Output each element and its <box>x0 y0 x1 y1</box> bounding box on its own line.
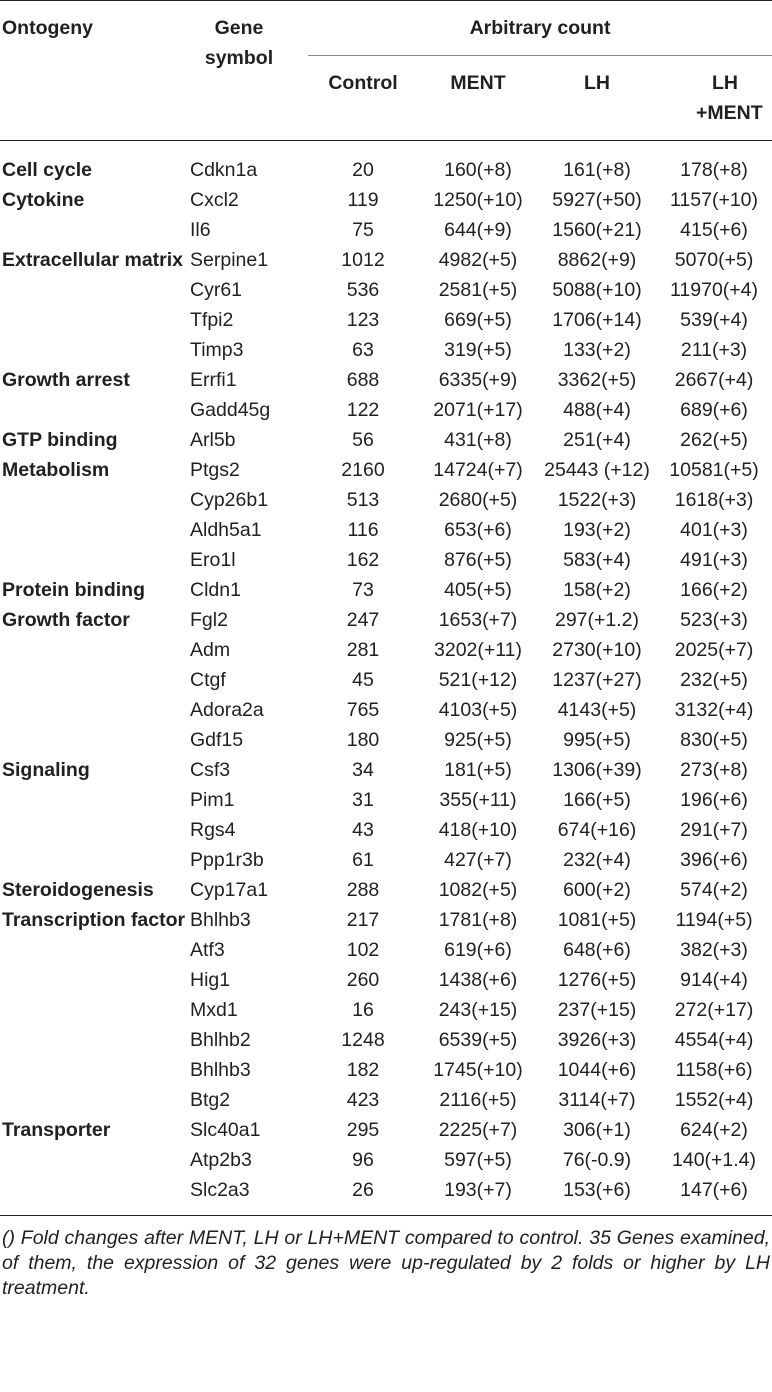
gene-symbol-cell: Ptgs2 <box>190 459 240 481</box>
header-ontogeny: Ontogeny <box>2 17 93 39</box>
lh-ment-cell: 262(+5) <box>680 429 748 451</box>
lh-cell: 674(+16) <box>557 819 637 841</box>
ontogeny-cell <box>0 545 190 575</box>
lh-ment-cell: 211(+3) <box>680 339 748 361</box>
ment-cell: 2116(+5) <box>439 1089 517 1111</box>
header-lh-ment: LH +MENT <box>696 72 763 124</box>
control-cell: 26 <box>352 1179 374 1201</box>
ontogeny-cell <box>0 995 190 1025</box>
lh-cell: 4143(+5) <box>557 699 637 721</box>
ontogeny-cell <box>0 1055 190 1085</box>
table-row <box>0 935 772 965</box>
ontogeny-cell <box>0 1175 190 1216</box>
lh-cell: 161(+8) <box>563 159 631 181</box>
lh-cell: 600(+2) <box>563 879 631 901</box>
lh-ment-cell: 914(+4) <box>680 969 748 991</box>
ment-cell: 1250(+10) <box>433 189 523 211</box>
control-cell: 63 <box>352 339 374 361</box>
ontogeny-cell <box>0 935 190 965</box>
table-row <box>0 635 772 665</box>
ontogeny-cell <box>0 335 190 365</box>
gene-symbol-cell: Ctgf <box>190 669 226 691</box>
control-cell: 217 <box>346 909 380 931</box>
ment-cell: 597(+5) <box>444 1149 512 1171</box>
table-row <box>0 1085 772 1115</box>
header-control: Control <box>328 72 398 94</box>
lh-ment-cell: 1157(+10) <box>670 189 759 211</box>
control-cell: 182 <box>346 1059 380 1081</box>
table-row <box>0 141 772 186</box>
control-cell: 281 <box>346 639 380 661</box>
ontogeny-cell: Growth factor <box>2 609 130 631</box>
lh-cell: 297(+1.2) <box>554 609 640 631</box>
gene-symbol-cell: Ppp1r3b <box>190 849 264 871</box>
lh-cell: 488(+4) <box>563 399 631 421</box>
lh-ment-cell: 5070(+5) <box>674 249 754 271</box>
gene-symbol-cell: Il6 <box>190 219 211 241</box>
ontogeny-cell <box>0 515 190 545</box>
lh-cell: 1044(+6) <box>557 1059 637 1081</box>
ment-cell: 1745(+10) <box>433 1059 523 1081</box>
lh-ment-cell: 140(+1.4) <box>672 1149 757 1171</box>
table-body <box>0 141 772 1216</box>
control-cell: 513 <box>346 489 380 511</box>
lh-cell: 76(-0.9) <box>562 1149 632 1171</box>
lh-cell: 251(+4) <box>563 429 631 451</box>
lh-cell: 648(+6) <box>563 939 631 961</box>
table-row <box>0 965 772 995</box>
lh-cell: 153(+6) <box>563 1179 631 1201</box>
ment-cell: 418(+10) <box>438 819 518 841</box>
ment-cell: 1082(+5) <box>438 879 518 901</box>
gene-symbol-cell: Arl5b <box>190 429 236 451</box>
table-row <box>0 305 772 335</box>
ment-cell: 644(+9) <box>444 219 512 241</box>
gene-symbol-cell: Cdkn1a <box>190 159 258 181</box>
control-cell: 688 <box>346 369 380 391</box>
ment-cell: 243(+15) <box>438 999 518 1021</box>
lh-ment-cell: 382(+3) <box>680 939 748 961</box>
header-gene-symbol: Gene symbol <box>204 17 274 69</box>
lh-cell: 3926(+3) <box>557 1029 637 1051</box>
lh-ment-cell: 624(+2) <box>680 1119 748 1141</box>
gene-symbol-cell: Errfi1 <box>190 369 237 391</box>
table-row <box>0 455 772 485</box>
table-row <box>0 215 772 245</box>
gene-symbol-cell: Fgl2 <box>190 609 228 631</box>
lh-cell: 158(+2) <box>563 579 631 601</box>
ment-cell: 653(+6) <box>444 519 512 541</box>
gene-symbol-cell: Gdf15 <box>190 729 244 751</box>
ontogeny-cell: Cytokine <box>2 189 85 211</box>
lh-ment-cell: 196(+6) <box>680 789 748 811</box>
gene-symbol-cell: Pim1 <box>190 789 235 811</box>
lh-ment-cell: 2025(+7) <box>674 639 754 661</box>
table-row <box>0 1145 772 1175</box>
table-row <box>0 515 772 545</box>
gene-symbol-cell: Btg2 <box>190 1089 231 1111</box>
control-cell: 20 <box>352 159 374 181</box>
lh-cell: 25443 (+12) <box>544 459 650 481</box>
ontogeny-cell: Growth arrest <box>2 369 130 391</box>
ment-cell: 319(+5) <box>444 339 512 361</box>
table-row <box>0 485 772 515</box>
lh-cell: 306(+1) <box>563 1119 631 1141</box>
lh-cell: 1522(+3) <box>557 489 637 511</box>
ontogeny-cell: Steroidogenesis <box>2 879 154 901</box>
ment-cell: 4103(+5) <box>438 699 518 721</box>
lh-cell: 1081(+5) <box>557 909 637 931</box>
table-row <box>0 1055 772 1085</box>
ontogeny-cell: Protein binding <box>2 579 145 601</box>
ment-cell: 1438(+6) <box>438 969 518 991</box>
lh-cell: 166(+5) <box>563 789 631 811</box>
lh-ment-cell: 2667(+4) <box>674 369 754 391</box>
lh-cell: 8862(+9) <box>557 249 637 271</box>
gene-symbol-cell: Slc2a3 <box>190 1179 250 1201</box>
table-row <box>0 275 772 305</box>
gene-symbol-cell: Bhlhb3 <box>190 1059 251 1081</box>
control-cell: 45 <box>352 669 374 691</box>
table-row <box>0 245 772 275</box>
ontogeny-cell: Transcription factor <box>2 909 186 931</box>
lh-ment-cell: 1194(+5) <box>675 909 753 931</box>
control-cell: 43 <box>352 819 374 841</box>
table-row <box>0 605 772 635</box>
gene-symbol-cell: Cldn1 <box>190 579 241 601</box>
control-cell: 123 <box>346 309 380 331</box>
table-row <box>0 335 772 365</box>
lh-ment-cell: 147(+6) <box>680 1179 748 1201</box>
lh-ment-cell: 1552(+4) <box>674 1089 754 1111</box>
lh-ment-cell: 166(+2) <box>680 579 748 601</box>
control-cell: 536 <box>346 279 380 301</box>
gene-symbol-cell: Bhlhb3 <box>190 909 251 931</box>
lh-ment-cell: 574(+2) <box>680 879 748 901</box>
gene-symbol-cell: Cyp26b1 <box>190 489 269 511</box>
control-cell: 16 <box>352 999 374 1021</box>
lh-ment-cell: 178(+8) <box>680 159 748 181</box>
table-row <box>0 545 772 575</box>
ontogeny-cell <box>0 1085 190 1115</box>
control-cell: 423 <box>346 1089 380 1111</box>
ment-cell: 619(+6) <box>444 939 512 961</box>
control-cell: 180 <box>346 729 380 751</box>
lh-cell: 133(+2) <box>563 339 631 361</box>
table-row <box>0 365 772 395</box>
control-cell: 288 <box>346 879 380 901</box>
ment-cell: 405(+5) <box>444 579 512 601</box>
ontogeny-cell: Extracellular matrix <box>2 249 184 271</box>
control-cell: 260 <box>346 969 380 991</box>
table-row <box>0 185 772 215</box>
lh-ment-cell: 272(+17) <box>674 999 754 1021</box>
lh-ment-cell: 491(+3) <box>680 549 748 571</box>
lh-ment-cell: 401(+3) <box>680 519 748 541</box>
table-row <box>0 725 772 755</box>
control-cell: 2160 <box>341 459 385 481</box>
ment-cell: 427(+7) <box>444 849 512 871</box>
gene-symbol-cell: Serpine1 <box>190 249 269 271</box>
lh-cell: 2730(+10) <box>552 639 642 661</box>
table-row <box>0 785 772 815</box>
ontogeny-cell: Metabolism <box>2 459 110 481</box>
lh-ment-cell: 1618(+3) <box>674 489 754 511</box>
gene-symbol-cell: Ero1l <box>190 549 236 571</box>
gene-symbol-cell: Csf3 <box>190 759 231 781</box>
ment-cell: 431(+8) <box>444 429 512 451</box>
ment-cell: 6335(+9) <box>438 369 518 391</box>
lh-cell: 1276(+5) <box>557 969 637 991</box>
ontogeny-cell <box>0 725 190 755</box>
ment-cell: 6539(+5) <box>438 1029 518 1051</box>
control-cell: 162 <box>346 549 380 571</box>
ontogeny-cell <box>0 845 190 875</box>
ment-cell: 1653(+7) <box>438 609 518 631</box>
ment-cell: 2680(+5) <box>438 489 518 511</box>
gene-symbol-cell: Cxcl2 <box>190 189 239 211</box>
ment-cell: 3202(+11) <box>434 639 522 661</box>
gene-symbol-cell: Atf3 <box>190 939 225 961</box>
gene-symbol-cell: Atp2b3 <box>190 1149 252 1171</box>
control-cell: 247 <box>346 609 380 631</box>
table-row <box>0 695 772 725</box>
lh-cell: 1706(+14) <box>552 309 642 331</box>
header-lh: LH <box>584 72 610 94</box>
gene-symbol-cell: Adora2a <box>190 699 264 721</box>
ontogeny-cell <box>0 485 190 515</box>
lh-cell: 1237(+27) <box>552 669 642 691</box>
ontogeny-cell <box>0 215 190 245</box>
ontogeny-cell: GTP binding <box>2 429 118 451</box>
lh-ment-cell: 11970(+4) <box>670 279 759 301</box>
table-row <box>0 1115 772 1145</box>
ment-cell: 876(+5) <box>444 549 512 571</box>
ontogeny-cell <box>0 665 190 695</box>
lh-ment-cell: 396(+6) <box>680 849 748 871</box>
lh-cell: 232(+4) <box>563 849 631 871</box>
ontogeny-cell: Signaling <box>2 759 90 781</box>
lh-ment-cell: 539(+4) <box>680 309 748 331</box>
lh-cell: 5088(+10) <box>552 279 642 301</box>
ment-cell: 193(+7) <box>444 1179 512 1201</box>
ontogeny-cell <box>0 1145 190 1175</box>
lh-ment-cell: 4554(+4) <box>674 1029 754 1051</box>
ment-cell: 1781(+8) <box>438 909 518 931</box>
ment-cell: 2071(+17) <box>433 399 523 421</box>
ontogeny-cell <box>0 635 190 665</box>
control-cell: 75 <box>352 219 374 241</box>
header-ment: MENT <box>450 72 506 94</box>
ontogeny-cell <box>0 785 190 815</box>
lh-cell: 583(+4) <box>563 549 631 571</box>
gene-symbol-cell: Slc40a1 <box>190 1119 261 1141</box>
ontogeny-cell <box>0 275 190 305</box>
ment-cell: 669(+5) <box>444 309 512 331</box>
lh-ment-cell: 830(+5) <box>680 729 748 751</box>
gene-symbol-cell: Cyp17a1 <box>190 879 269 901</box>
lh-ment-cell: 10581(+5) <box>669 459 759 481</box>
control-cell: 56 <box>352 429 374 451</box>
gene-symbol-cell: Timp3 <box>190 339 244 361</box>
table-row <box>0 1025 772 1055</box>
ontogeny-cell <box>0 965 190 995</box>
table-row <box>0 425 772 455</box>
control-cell: 96 <box>352 1149 374 1171</box>
table-row <box>0 815 772 845</box>
gene-symbol-cell: Hig1 <box>190 969 231 991</box>
ment-cell: 355(+11) <box>439 789 517 811</box>
control-cell: 31 <box>352 789 374 811</box>
lh-ment-cell: 415(+6) <box>680 219 748 241</box>
gene-symbol-cell: Cyr61 <box>190 279 243 301</box>
lh-ment-cell: 273(+8) <box>680 759 748 781</box>
lh-cell: 5927(+50) <box>552 189 642 211</box>
ontogeny-cell <box>0 305 190 335</box>
ment-cell: 181(+5) <box>444 759 512 781</box>
table-row <box>0 755 772 785</box>
table-row <box>0 575 772 605</box>
lh-ment-cell: 3132(+4) <box>674 699 754 721</box>
control-cell: 295 <box>346 1119 380 1141</box>
lh-cell: 995(+5) <box>563 729 631 751</box>
gene-symbol-cell: Gadd45g <box>190 399 271 421</box>
table-row <box>0 875 772 905</box>
lh-cell: 1306(+39) <box>552 759 642 781</box>
lh-ment-cell: 232(+5) <box>680 669 748 691</box>
table-row <box>0 665 772 695</box>
ment-cell: 925(+5) <box>444 729 512 751</box>
table-row <box>0 845 772 875</box>
ontogeny-cell <box>0 1025 190 1055</box>
control-cell: 1248 <box>341 1029 385 1051</box>
ment-cell: 2225(+7) <box>438 1119 518 1141</box>
gene-symbol-cell: Adm <box>190 639 231 661</box>
gene-symbol-cell: Mxd1 <box>190 999 238 1021</box>
table-row <box>0 905 772 935</box>
lh-ment-cell: 291(+7) <box>680 819 748 841</box>
control-cell: 765 <box>346 699 380 721</box>
ontogeny-cell: Transporter <box>2 1119 111 1141</box>
gene-symbol-cell: Aldh5a1 <box>190 519 262 541</box>
ment-cell: 14724(+7) <box>433 459 523 481</box>
lh-cell: 3362(+5) <box>557 369 637 391</box>
lh-ment-cell: 689(+6) <box>680 399 748 421</box>
gene-symbol-cell: Tfpi2 <box>190 309 234 331</box>
lh-cell: 3114(+7) <box>558 1089 636 1111</box>
lh-ment-cell: 523(+3) <box>680 609 748 631</box>
control-cell: 116 <box>347 519 379 541</box>
ment-cell: 4982(+5) <box>438 249 518 271</box>
header-arbitrary-count: Arbitrary count <box>308 1 772 56</box>
table-row <box>0 395 772 425</box>
ment-cell: 2581(+5) <box>438 279 518 301</box>
lh-cell: 193(+2) <box>563 519 631 541</box>
ment-cell: 160(+8) <box>444 159 512 181</box>
gene-symbol-cell: Rgs4 <box>190 819 236 841</box>
table-row <box>0 995 772 1025</box>
control-cell: 61 <box>352 849 374 871</box>
lh-cell: 237(+15) <box>557 999 637 1021</box>
ontogeny-cell <box>0 695 190 725</box>
ontogeny-cell <box>0 815 190 845</box>
ontogeny-cell: Cell cycle <box>2 159 92 181</box>
ment-cell: 521(+12) <box>438 669 518 691</box>
control-cell: 102 <box>346 939 380 961</box>
gene-symbol-cell: Bhlhb2 <box>190 1029 251 1051</box>
table-footnote: () Fold changes after MENT, LH or LH+MENT compared to control. 35 Genes examined, of them, the expression of 32 genes were up-regulated by 2 folds or higher by LH treatment. <box>2 1227 770 1299</box>
control-cell: 122 <box>346 399 380 421</box>
lh-ment-cell: 1158(+6) <box>675 1059 753 1081</box>
table-row <box>0 1175 772 1216</box>
control-cell: 34 <box>352 759 374 781</box>
control-cell: 73 <box>352 579 374 601</box>
lh-cell: 1560(+21) <box>552 219 642 241</box>
ontogeny-cell <box>0 395 190 425</box>
control-cell: 119 <box>347 189 379 211</box>
control-cell: 1012 <box>341 249 385 271</box>
